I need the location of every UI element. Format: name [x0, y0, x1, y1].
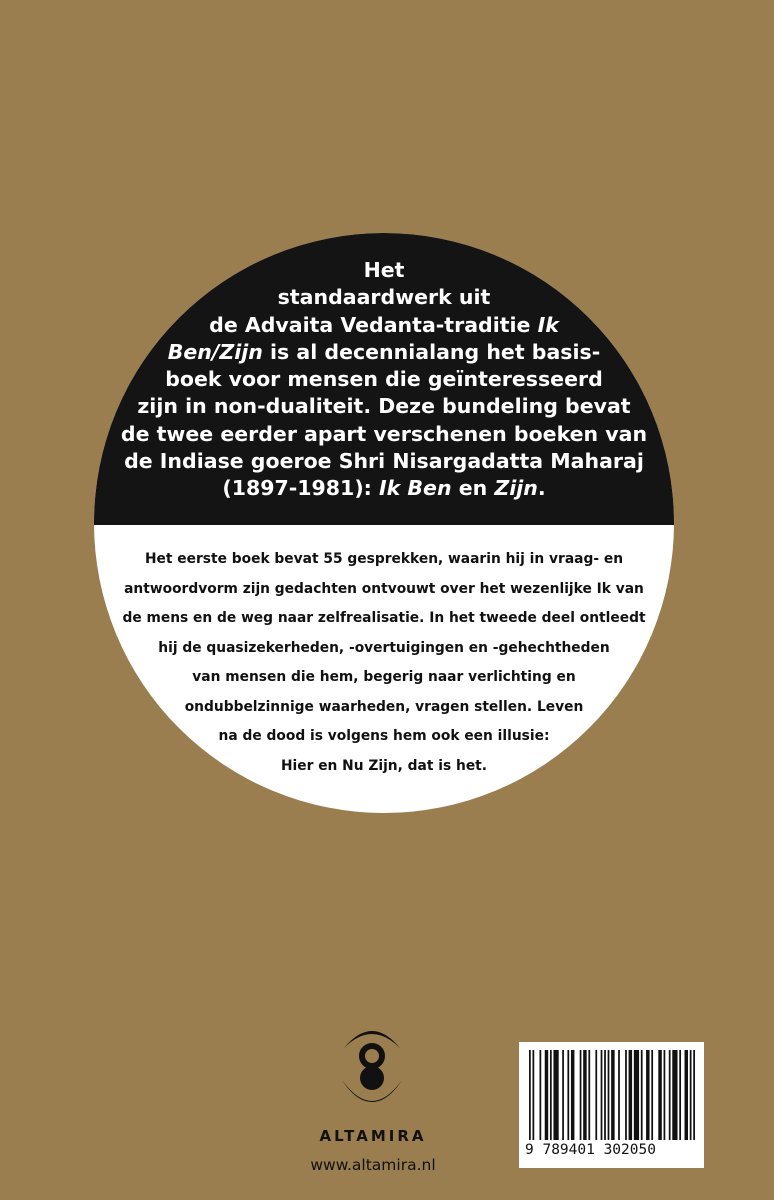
- barcode-bar: [583, 1050, 586, 1140]
- barcode-bar: [545, 1050, 548, 1140]
- body-line: hij de quasizekerheden, -overtuigingen en -gehechtheden: [158, 639, 610, 656]
- eye-eight-icon: [340, 1022, 404, 1120]
- intro-line: de Indiase goeroe Shri Nisargadatta Maharaj: [124, 449, 644, 474]
- intro-line: Het: [363, 258, 405, 282]
- barcode-bar: [532, 1050, 534, 1140]
- barcode-bar: [550, 1050, 552, 1140]
- body-line: na de dood is volgens hem ook een illusie:: [218, 728, 550, 744]
- body-line: Hier en Nu Zijn, dat is het.: [280, 757, 488, 774]
- isbn-number: 9 789401 302050: [525, 1142, 656, 1158]
- barcode-bar: [595, 1050, 597, 1140]
- barcode-bar: [693, 1050, 695, 1140]
- body-line: ondubbelzinnige waarheden, vragen stellen. Leven: [184, 698, 584, 715]
- intro-title-italic: Zijn: [494, 476, 538, 501]
- barcode-bar: [608, 1050, 610, 1140]
- barcode-bar: [629, 1050, 632, 1140]
- body-text: [94, 545, 674, 781]
- barcode-bar: [646, 1050, 649, 1140]
- intro-line: [94, 312, 674, 339]
- barcode-bar: [672, 1050, 677, 1140]
- barcode-bar: [539, 1050, 541, 1140]
- intro-text: [94, 257, 674, 503]
- intro-line: zijn in non-dualiteit. Deze bundeling bevat: [137, 394, 631, 419]
- barcode-bar: [690, 1050, 692, 1140]
- body-line: de mens en de weg naar zelfrealisatie. In het tweede deel ontleedt: [122, 610, 646, 626]
- intro-title-italic: Ben/Zijn: [167, 339, 263, 364]
- intro-fragment: is al decennialang het basis-: [262, 339, 601, 364]
- barcode-bar: [641, 1050, 643, 1140]
- body-line: van mensen die hem, begerig naar verlichting en: [192, 669, 576, 685]
- barcode-bar: [634, 1050, 639, 1140]
- intro-line: [94, 475, 674, 502]
- barcode-bar: [571, 1050, 574, 1140]
- barcode-bar: [553, 1050, 558, 1140]
- barcode-bar: [669, 1050, 671, 1140]
- barcode-bar: [604, 1050, 606, 1140]
- intro-fragment: en: [451, 476, 495, 501]
- isbn-barcode: [519, 1042, 704, 1168]
- barcode-bar: [664, 1050, 666, 1140]
- publisher-url[interactable]: www.altamira.nl: [310, 1156, 436, 1174]
- body-line: Het eerste boek bevat 55 gesprekken, waarin hij in vraag- en: [144, 551, 624, 567]
- publisher-name: ALTAMIRA: [319, 1127, 427, 1145]
- barcode-bar: [658, 1050, 661, 1140]
- barcode-bars: [529, 1050, 695, 1140]
- barcode-bar: [625, 1050, 627, 1140]
- barcode-bar: [651, 1050, 653, 1140]
- barcode-bar: [611, 1050, 614, 1140]
- intro-fragment: (1897-1981):: [222, 476, 380, 501]
- intro-line: de twee eerder apart verschenen boeken van: [120, 421, 648, 446]
- intro-line: boek voor mensen die geïnteresseerd: [165, 367, 603, 392]
- barcode-bar: [567, 1050, 569, 1140]
- intro-line: [94, 339, 674, 366]
- barcode-bar: [679, 1050, 681, 1140]
- publisher-logo: [334, 1022, 410, 1142]
- barcode-bar: [588, 1050, 590, 1140]
- blurb-circle: [94, 233, 674, 813]
- barcode-bar: [562, 1050, 564, 1140]
- barcode-bar: [618, 1050, 620, 1140]
- intro-line: standaardwerk uit: [277, 285, 491, 310]
- intro-fragment: de Advaita Vedanta-traditie: [209, 312, 538, 337]
- intro-fragment: .: [537, 476, 546, 501]
- barcode-bar: [601, 1050, 603, 1140]
- barcode-bar: [529, 1050, 531, 1140]
- body-line: antwoordvorm zijn gedachten ontvouwt over het wezenlijke Ik van: [124, 580, 644, 597]
- barcode-bar: [580, 1050, 582, 1140]
- barcode-bar: [685, 1050, 688, 1140]
- intro-title-italic: Ik Ben: [379, 476, 452, 501]
- intro-title-italic: Ik: [537, 312, 559, 337]
